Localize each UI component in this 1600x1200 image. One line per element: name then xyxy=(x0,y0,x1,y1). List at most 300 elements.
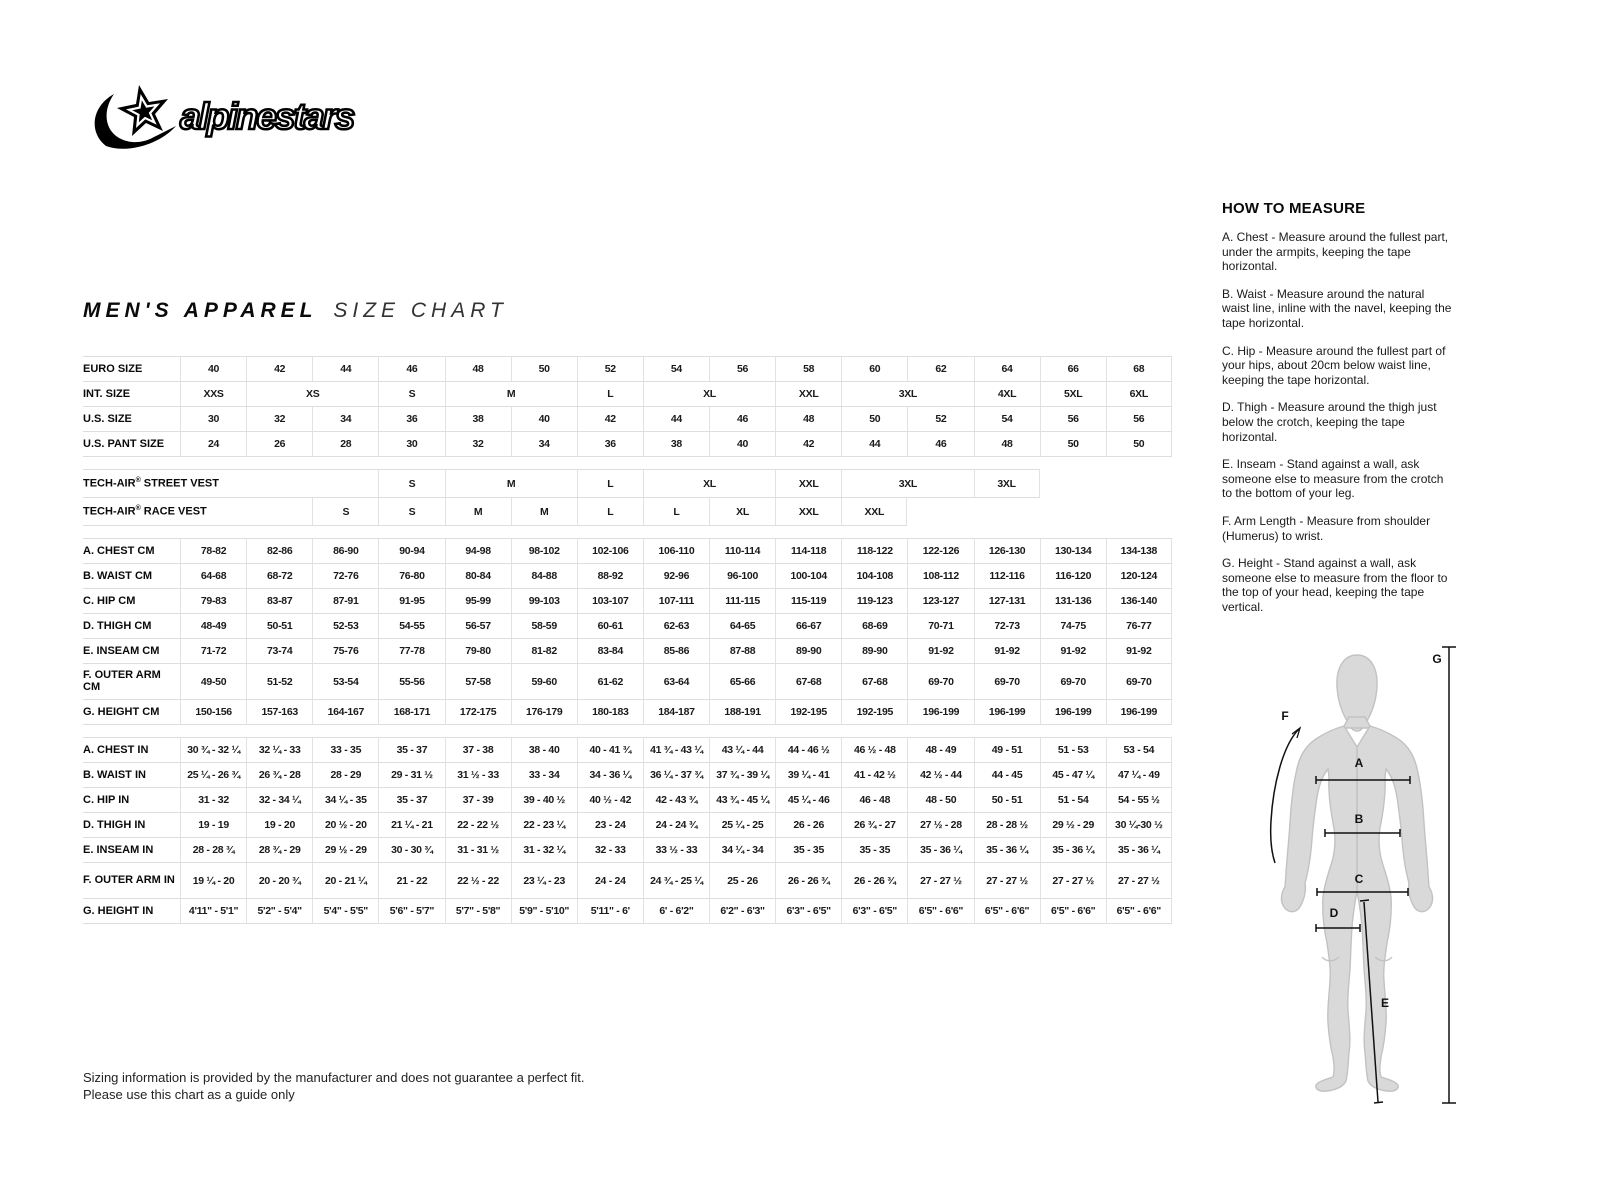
size-cell: 33 ½ - 33 xyxy=(643,838,709,862)
size-cell: 136-140 xyxy=(1106,589,1172,613)
size-cell: 27 - 27 ½ xyxy=(1040,863,1106,898)
size-cell: 29 - 31 ½ xyxy=(378,763,444,787)
size-cell: 96-100 xyxy=(709,564,775,588)
size-cell: 45 ¼ - 46 xyxy=(775,788,841,812)
size-cell: 33 - 34 xyxy=(511,763,577,787)
size-cell: 52 xyxy=(907,407,973,431)
size-cell: 192-195 xyxy=(775,700,841,724)
row-label: E. INSEAM IN xyxy=(83,844,154,856)
size-cell: 86-90 xyxy=(312,539,378,563)
size-cell: 91-92 xyxy=(907,639,973,663)
alpinestars-logo xyxy=(84,80,369,163)
page-title xyxy=(83,299,508,323)
size-cell: 27 - 27 ½ xyxy=(907,863,973,898)
size-cell: M xyxy=(445,470,577,497)
size-cell: 22 - 22 ½ xyxy=(445,813,511,837)
size-cell: 3XL xyxy=(841,382,973,406)
table-row xyxy=(83,432,1172,457)
disclaimer-line-1: Sizing information is provided by the manufacturer and does not guarantee a perfect fit. xyxy=(83,1070,585,1085)
size-cell: 34 ¼ - 34 xyxy=(709,838,775,862)
size-cell: 69-70 xyxy=(974,664,1040,699)
size-cell: 77-78 xyxy=(378,639,444,663)
size-cell: 46 - 48 xyxy=(841,788,907,812)
size-cell: 69-70 xyxy=(1106,664,1172,699)
size-cell: 26 - 26 ¾ xyxy=(841,863,907,898)
label-thigh: D xyxy=(1329,906,1339,920)
size-cell: 36 ¼ - 37 ¾ xyxy=(643,763,709,787)
size-cell: 44 xyxy=(841,432,907,456)
row-label: INT. SIZE xyxy=(83,388,131,400)
size-cell: 196-199 xyxy=(974,700,1040,724)
size-cell: 32 xyxy=(445,432,511,456)
size-cell: 64 xyxy=(974,357,1040,381)
size-cell: 36 xyxy=(378,407,444,431)
size-cell: 48 - 49 xyxy=(907,738,973,762)
table-row xyxy=(83,498,907,526)
size-cell: 34 ¼ - 35 xyxy=(312,788,378,812)
size-cell: 28 xyxy=(312,432,378,456)
size-cell: 25 - 26 xyxy=(709,863,775,898)
size-cell: 54 - 55 ½ xyxy=(1106,788,1172,812)
disclaimer xyxy=(83,1069,585,1103)
size-cell: 5'6" - 5'7" xyxy=(378,899,444,923)
size-cell: XXL xyxy=(775,498,841,525)
size-cell: 54 xyxy=(643,357,709,381)
size-cell: 76-80 xyxy=(378,564,444,588)
size-cell: 48 xyxy=(445,357,511,381)
size-cell: L xyxy=(577,382,643,406)
size-cell: 6'5" - 6'6" xyxy=(1106,899,1172,923)
how-to-measure xyxy=(1222,200,1454,614)
size-cell: 58-59 xyxy=(511,614,577,638)
size-cell: 61-62 xyxy=(577,664,643,699)
size-cell: XS xyxy=(246,382,378,406)
size-cell: 63-64 xyxy=(643,664,709,699)
size-cell: 19 - 20 xyxy=(246,813,312,837)
table-section xyxy=(83,538,1172,725)
size-cell: 110-114 xyxy=(709,539,775,563)
size-cell: 45 - 47 ¼ xyxy=(1040,763,1106,787)
table-row xyxy=(83,614,1172,639)
size-cell: 30 - 30 ¾ xyxy=(378,838,444,862)
size-cell: 71-72 xyxy=(180,639,246,663)
size-cell: 118-122 xyxy=(841,539,907,563)
size-cell: 42 xyxy=(577,407,643,431)
size-cell: 38 xyxy=(643,432,709,456)
size-cell: M xyxy=(445,498,511,525)
size-cell: L xyxy=(577,470,643,497)
measure-instruction: B. Waist - Measure around the natural waist line, inline with the navel, keeping the tape horizontal. xyxy=(1222,286,1452,330)
body-measurement-diagram xyxy=(1237,625,1557,1130)
size-cell: 91-92 xyxy=(974,639,1040,663)
label-inseam: E xyxy=(1380,996,1390,1010)
table-row xyxy=(83,763,1172,788)
page-title-secondary: SIZE CHART xyxy=(333,299,508,322)
size-cell: 75-76 xyxy=(312,639,378,663)
row-label: C. HIP IN xyxy=(83,794,130,806)
size-cell: 26 - 26 xyxy=(775,813,841,837)
size-cell: 41 - 42 ½ xyxy=(841,763,907,787)
row-label: G. HEIGHT IN xyxy=(83,905,154,917)
measure-instruction: E. Inseam - Stand against a wall, ask someone else to measure from the crotch to the bottom of your leg. xyxy=(1222,457,1444,501)
size-cell: 42 - 43 ¾ xyxy=(643,788,709,812)
size-cell: 106-110 xyxy=(643,539,709,563)
size-cell: 116-120 xyxy=(1040,564,1106,588)
size-cell: 180-183 xyxy=(577,700,643,724)
size-cell: 39 - 40 ½ xyxy=(511,788,577,812)
size-cell: 28 - 28 ¾ xyxy=(180,838,246,862)
size-cell: 25 ¼ - 26 ¾ xyxy=(180,763,246,787)
size-cell: 52-53 xyxy=(312,614,378,638)
size-cell: 89-90 xyxy=(841,639,907,663)
size-cell: 4'11" - 5'1" xyxy=(180,899,246,923)
size-cell: 35 - 35 xyxy=(841,838,907,862)
size-cell: 91-95 xyxy=(378,589,444,613)
size-cell: 30 ¼-30 ½ xyxy=(1106,813,1172,837)
size-cell: 91-92 xyxy=(1040,639,1106,663)
size-cell: 30 xyxy=(378,432,444,456)
size-cell: 40 xyxy=(709,432,775,456)
size-cell: 172-175 xyxy=(445,700,511,724)
size-cell: 68-72 xyxy=(246,564,312,588)
size-cell: 24 - 24 xyxy=(577,863,643,898)
row-label: TECH-AIR® STREET VEST xyxy=(83,477,219,490)
size-cell: 112-116 xyxy=(974,564,1040,588)
size-cell: 76-77 xyxy=(1106,614,1172,638)
size-cell: 40 ½ - 42 xyxy=(577,788,643,812)
size-cell: 6' - 6'2" xyxy=(643,899,709,923)
size-cell: 50 - 51 xyxy=(974,788,1040,812)
size-cell: 34 - 36 ¼ xyxy=(577,763,643,787)
size-cell: 31 - 31 ½ xyxy=(445,838,511,862)
size-cell: 69-70 xyxy=(907,664,973,699)
size-cell: 51 - 53 xyxy=(1040,738,1106,762)
size-cell: S xyxy=(378,382,444,406)
row-label: U.S. SIZE xyxy=(83,413,132,425)
size-cell: 6XL xyxy=(1106,382,1172,406)
size-cell: 64-68 xyxy=(180,564,246,588)
how-to-measure-list xyxy=(1222,230,1454,614)
size-cell: 42 xyxy=(775,432,841,456)
size-cell: 122-126 xyxy=(907,539,973,563)
alpinestars-star-icon xyxy=(95,85,176,149)
size-cell: 37 ¾ - 39 ¼ xyxy=(709,763,775,787)
size-cell: 6'2" - 6'3" xyxy=(709,899,775,923)
size-cell: 27 - 27 ½ xyxy=(974,863,1040,898)
row-label: B. WAIST CM xyxy=(83,570,153,582)
table-row xyxy=(83,788,1172,813)
size-cell: 79-83 xyxy=(180,589,246,613)
size-cell: L xyxy=(643,498,709,525)
size-cell: 84-88 xyxy=(511,564,577,588)
size-cell: 20 - 20 ¾ xyxy=(246,863,312,898)
size-cell: 31 - 32 ¼ xyxy=(511,838,577,862)
size-cell: 46 ½ - 48 xyxy=(841,738,907,762)
size-cell: 21 ¼ - 21 xyxy=(378,813,444,837)
size-cell: 48 - 50 xyxy=(907,788,973,812)
size-cell: S xyxy=(378,470,444,497)
size-cell: 53 - 54 xyxy=(1106,738,1172,762)
size-cell: 64-65 xyxy=(709,614,775,638)
size-cell: 114-118 xyxy=(775,539,841,563)
size-cell: 30 ¾ - 32 ¼ xyxy=(180,738,246,762)
size-cell: 184-187 xyxy=(643,700,709,724)
size-cell: 130-134 xyxy=(1040,539,1106,563)
size-table xyxy=(83,356,1172,936)
size-cell: 42 xyxy=(246,357,312,381)
size-cell: 82-86 xyxy=(246,539,312,563)
table-row xyxy=(83,357,1172,382)
size-cell: 23 ¼ - 23 xyxy=(511,863,577,898)
size-cell: 5XL xyxy=(1040,382,1106,406)
size-cell: 38 - 40 xyxy=(511,738,577,762)
size-cell: 54 xyxy=(974,407,1040,431)
size-cell: 44 xyxy=(312,357,378,381)
size-cell: 126-130 xyxy=(974,539,1040,563)
size-cell: 72-76 xyxy=(312,564,378,588)
measure-instruction: C. Hip - Measure around the fullest part of your hips, about 20cm below waist line, keeping the tape horizontal. xyxy=(1222,343,1446,387)
label-arm: F xyxy=(1281,709,1289,723)
size-cell: 44 - 45 xyxy=(974,763,1040,787)
row-label: E. INSEAM CM xyxy=(83,645,160,657)
size-cell: 196-199 xyxy=(1106,700,1172,724)
size-cell: 80-84 xyxy=(445,564,511,588)
table-row xyxy=(83,539,1172,564)
size-cell: 83-87 xyxy=(246,589,312,613)
size-cell: XL xyxy=(643,470,775,497)
table-row xyxy=(83,564,1172,589)
size-cell: XXL xyxy=(841,498,907,525)
size-cell: 46 xyxy=(907,432,973,456)
size-cell: 123-127 xyxy=(907,589,973,613)
size-cell: 35 - 36 ¼ xyxy=(1106,838,1172,862)
size-cell: 24 ¾ - 25 ¼ xyxy=(643,863,709,898)
size-cell: 48 xyxy=(974,432,1040,456)
size-cell: 58 xyxy=(775,357,841,381)
size-cell: 176-179 xyxy=(511,700,577,724)
size-cell: M xyxy=(445,382,577,406)
size-cell: XXL xyxy=(775,382,841,406)
row-label: C. HIP CM xyxy=(83,595,136,607)
size-cell: 20 - 21 ¼ xyxy=(312,863,378,898)
size-cell: 53-54 xyxy=(312,664,378,699)
size-cell: 66-67 xyxy=(775,614,841,638)
size-cell: 5'9" - 5'10" xyxy=(511,899,577,923)
size-cell: 69-70 xyxy=(1040,664,1106,699)
size-cell: 51-52 xyxy=(246,664,312,699)
size-cell: 6'5" - 6'6" xyxy=(1040,899,1106,923)
size-cell: 36 xyxy=(577,432,643,456)
size-cell: 51 - 54 xyxy=(1040,788,1106,812)
size-cell: 50-51 xyxy=(246,614,312,638)
size-cell: 81-82 xyxy=(511,639,577,663)
size-cell: 50 xyxy=(1040,432,1106,456)
size-cell: 60 xyxy=(841,357,907,381)
size-cell: 35 - 37 xyxy=(378,788,444,812)
table-section xyxy=(83,737,1172,924)
size-cell: 22 - 23 ¼ xyxy=(511,813,577,837)
size-cell: 78-82 xyxy=(180,539,246,563)
size-cell: 48-49 xyxy=(180,614,246,638)
size-cell: 115-119 xyxy=(775,589,841,613)
row-label: D. THIGH IN xyxy=(83,819,146,831)
size-cell: 49-50 xyxy=(180,664,246,699)
size-cell: 33 - 35 xyxy=(312,738,378,762)
size-cell: 57-58 xyxy=(445,664,511,699)
size-cell: 107-111 xyxy=(643,589,709,613)
size-cell: 134-138 xyxy=(1106,539,1172,563)
size-cell: 100-104 xyxy=(775,564,841,588)
size-cell: 6'3" - 6'5" xyxy=(841,899,907,923)
size-cell: S xyxy=(312,498,378,525)
size-cell: 31 - 32 xyxy=(180,788,246,812)
size-cell: 164-167 xyxy=(312,700,378,724)
table-section xyxy=(83,356,1172,457)
size-cell: 46 xyxy=(709,407,775,431)
size-cell: XL xyxy=(643,382,775,406)
size-cell: XXS xyxy=(180,382,246,406)
size-cell: 92-96 xyxy=(643,564,709,588)
table-row xyxy=(83,813,1172,838)
row-label: G. HEIGHT CM xyxy=(83,706,160,718)
size-cell: 67-68 xyxy=(775,664,841,699)
size-cell: 103-107 xyxy=(577,589,643,613)
size-cell: 34 xyxy=(312,407,378,431)
size-cell: 5'2" - 5'4" xyxy=(246,899,312,923)
size-cell: 40 - 41 ¾ xyxy=(577,738,643,762)
size-cell: 5'4" - 5'5" xyxy=(312,899,378,923)
size-cell: 70-71 xyxy=(907,614,973,638)
disclaimer-line-2: Please use this chart as a guide only xyxy=(83,1087,295,1102)
label-height: G xyxy=(1432,652,1442,666)
size-cell: 87-88 xyxy=(709,639,775,663)
size-cell: 37 - 39 xyxy=(445,788,511,812)
size-cell: 35 - 35 xyxy=(775,838,841,862)
table-row xyxy=(83,700,1172,725)
row-label: U.S. PANT SIZE xyxy=(83,438,165,450)
size-cell: 119-123 xyxy=(841,589,907,613)
size-cell: 196-199 xyxy=(907,700,973,724)
size-cell: 94-98 xyxy=(445,539,511,563)
table-row xyxy=(83,899,1172,924)
size-cell: 59-60 xyxy=(511,664,577,699)
size-cell: 24 xyxy=(180,432,246,456)
label-waist: B xyxy=(1354,812,1364,826)
size-cell: 32 ¼ - 33 xyxy=(246,738,312,762)
size-cell: 25 ¼ - 25 xyxy=(709,813,775,837)
size-cell: S xyxy=(378,498,444,525)
how-to-measure-heading: HOW TO MEASURE xyxy=(1222,200,1366,217)
size-cell: 44 xyxy=(643,407,709,431)
size-cell: 27 ½ - 28 xyxy=(907,813,973,837)
size-cell: 49 - 51 xyxy=(974,738,1040,762)
table-row xyxy=(83,382,1172,407)
table-row xyxy=(83,838,1172,863)
size-cell: 40 xyxy=(180,357,246,381)
size-cell: XL xyxy=(709,498,775,525)
size-cell: 108-112 xyxy=(907,564,973,588)
size-cell: 28 - 28 ½ xyxy=(974,813,1040,837)
size-cell: 32 - 33 xyxy=(577,838,643,862)
size-cell: 6'5" - 6'6" xyxy=(907,899,973,923)
size-cell: L xyxy=(577,498,643,525)
table-row xyxy=(83,664,1172,700)
size-cell: 55-56 xyxy=(378,664,444,699)
size-cell: 3XL xyxy=(841,470,973,497)
size-cell: 62 xyxy=(907,357,973,381)
size-cell: 35 - 37 xyxy=(378,738,444,762)
size-cell: 6'5" - 6'6" xyxy=(974,899,1040,923)
size-cell: 39 ¼ - 41 xyxy=(775,763,841,787)
size-cell: 68-69 xyxy=(841,614,907,638)
row-label: D. THIGH CM xyxy=(83,620,152,632)
size-cell: 43 ¾ - 45 ¼ xyxy=(709,788,775,812)
size-cell: 56-57 xyxy=(445,614,511,638)
size-cell: 4XL xyxy=(974,382,1040,406)
size-cell: 99-103 xyxy=(511,589,577,613)
size-cell: 37 - 38 xyxy=(445,738,511,762)
row-label: TECH-AIR® RACE VEST xyxy=(83,505,207,518)
size-cell: 150-156 xyxy=(180,700,246,724)
size-cell: 24 - 24 ¾ xyxy=(643,813,709,837)
page-title-primary: MEN'S APPAREL xyxy=(83,299,318,322)
size-cell: 43 ¼ - 44 xyxy=(709,738,775,762)
size-cell: 102-106 xyxy=(577,539,643,563)
size-cell: 27 - 27 ½ xyxy=(1106,863,1172,898)
size-cell: 111-115 xyxy=(709,589,775,613)
size-cell: 192-195 xyxy=(841,700,907,724)
size-cell: 95-99 xyxy=(445,589,511,613)
size-cell: 168-171 xyxy=(378,700,444,724)
size-cell: 89-90 xyxy=(775,639,841,663)
row-label: A. CHEST IN xyxy=(83,744,149,756)
label-hip: C xyxy=(1354,872,1364,886)
size-cell: 29 ½ - 29 xyxy=(312,838,378,862)
row-label: EURO SIZE xyxy=(83,363,143,375)
size-cell: 31 ½ - 33 xyxy=(445,763,511,787)
size-cell: 87-91 xyxy=(312,589,378,613)
table-row xyxy=(83,738,1172,763)
size-cell: 32 xyxy=(246,407,312,431)
size-cell: 19 - 19 xyxy=(180,813,246,837)
size-cell: 120-124 xyxy=(1106,564,1172,588)
size-cell: 26 xyxy=(246,432,312,456)
size-cell: 19 ¼ - 20 xyxy=(180,863,246,898)
size-cell: 68 xyxy=(1106,357,1172,381)
size-cell: 5'11" - 6' xyxy=(577,899,643,923)
size-cell: 35 - 36 ¼ xyxy=(1040,838,1106,862)
size-cell: 28 ¾ - 29 xyxy=(246,838,312,862)
size-cell: 60-61 xyxy=(577,614,643,638)
size-cell: 56 xyxy=(1040,407,1106,431)
size-cell: 34 xyxy=(511,432,577,456)
size-cell: 38 xyxy=(445,407,511,431)
size-cell: 72-73 xyxy=(974,614,1040,638)
size-cell: 6'3" - 6'5" xyxy=(775,899,841,923)
size-cell: 67-68 xyxy=(841,664,907,699)
size-cell: 73-74 xyxy=(246,639,312,663)
table-row xyxy=(83,470,1040,498)
size-cell: 91-92 xyxy=(1106,639,1172,663)
size-cell: 46 xyxy=(378,357,444,381)
size-cell: 50 xyxy=(511,357,577,381)
size-cell: 30 xyxy=(180,407,246,431)
size-cell: 28 - 29 xyxy=(312,763,378,787)
row-label: A. CHEST CM xyxy=(83,545,155,557)
size-cell: 26 ¾ - 28 xyxy=(246,763,312,787)
table-section xyxy=(83,469,1040,526)
size-cell: 50 xyxy=(841,407,907,431)
